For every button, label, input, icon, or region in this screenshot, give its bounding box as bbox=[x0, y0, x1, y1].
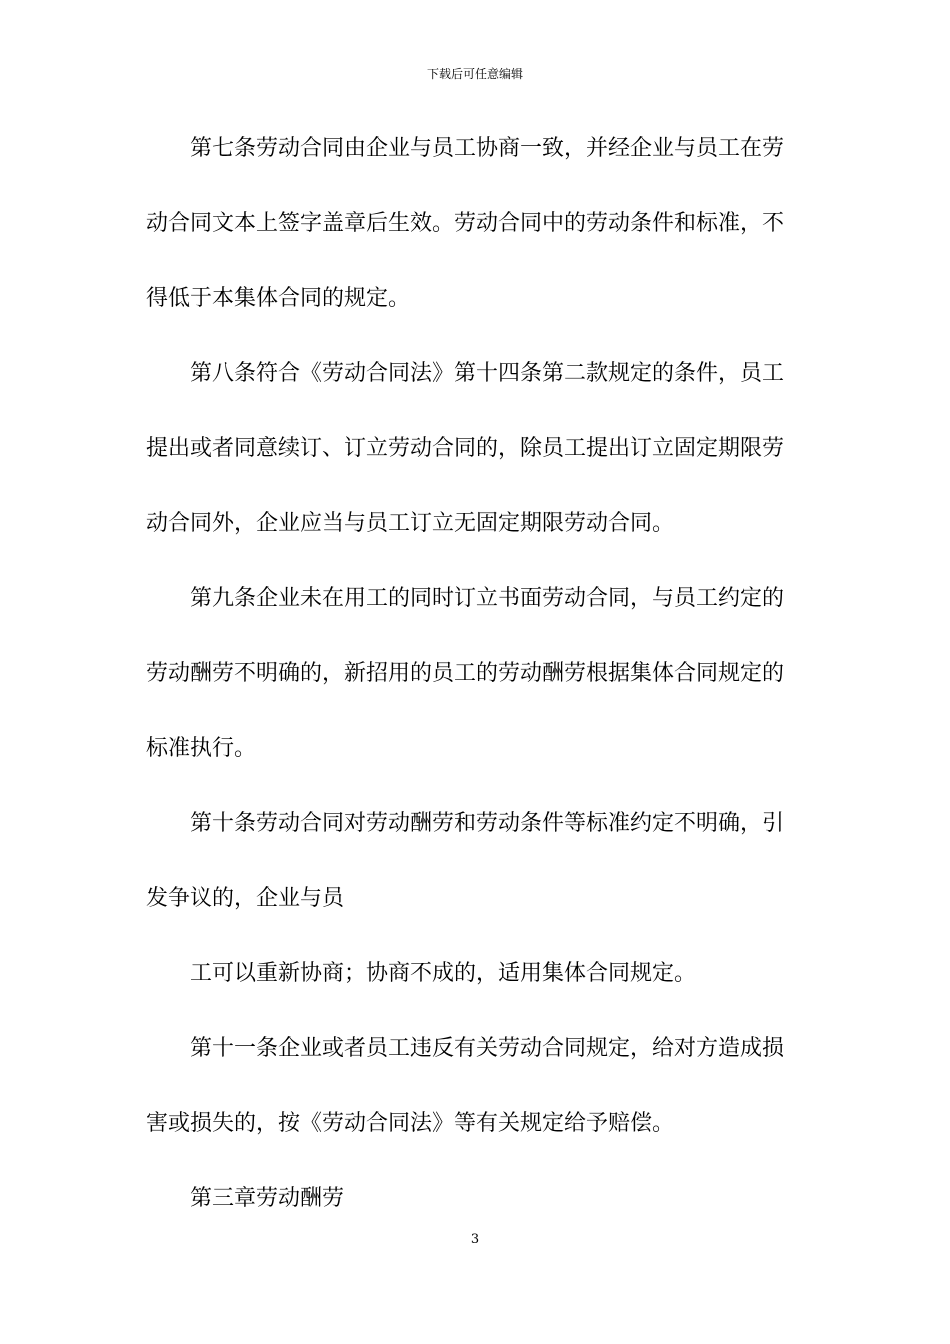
text-line: 标准执行。 bbox=[146, 736, 257, 761]
section-heading: 第三章劳动酬劳 bbox=[190, 1186, 345, 1211]
text-line: 第八条符合《劳动合同法》第十四条第二款规定的条件，员工 bbox=[190, 361, 785, 386]
page-number: 3 bbox=[470, 1232, 480, 1247]
text-line: 第十条劳动合同对劳动酬劳和劳动条件等标准约定不明确，引 bbox=[190, 811, 785, 836]
text-line: 发争议的，企业与员 bbox=[146, 886, 345, 911]
document-body bbox=[146, 126, 806, 1251]
text-line: 第十一条企业或者员工违反有关劳动合同规定，给对方造成损 bbox=[190, 1036, 785, 1061]
text-line: 得低于本集体合同的规定。 bbox=[146, 286, 411, 311]
text-line: 动合同外，企业应当与员工订立无固定期限劳动合同。 bbox=[146, 511, 675, 536]
page-header: 下载后可任意编辑 bbox=[426, 67, 523, 81]
text-line: 动合同文本上签字盖章后生效。劳动合同中的劳动条件和标准，不 bbox=[146, 211, 785, 236]
text-line: 工可以重新协商；协商不成的，适用集体合同规定。 bbox=[190, 961, 697, 986]
text-line: 第七条劳动合同由企业与员工协商一致，并经企业与员工在劳 bbox=[190, 136, 785, 161]
text-line: 害或损失的，按《劳动合同法》等有关规定给予赔偿。 bbox=[146, 1111, 675, 1136]
text-line: 提出或者同意续订、订立劳动合同的，除员工提出订立固定期限劳 bbox=[146, 436, 785, 461]
text-line: 劳动酬劳不明确的，新招用的员工的劳动酬劳根据集体合同规定的 bbox=[146, 661, 785, 686]
text-line: 第九条企业未在用工的同时订立书面劳动合同，与员工约定的 bbox=[190, 586, 785, 611]
